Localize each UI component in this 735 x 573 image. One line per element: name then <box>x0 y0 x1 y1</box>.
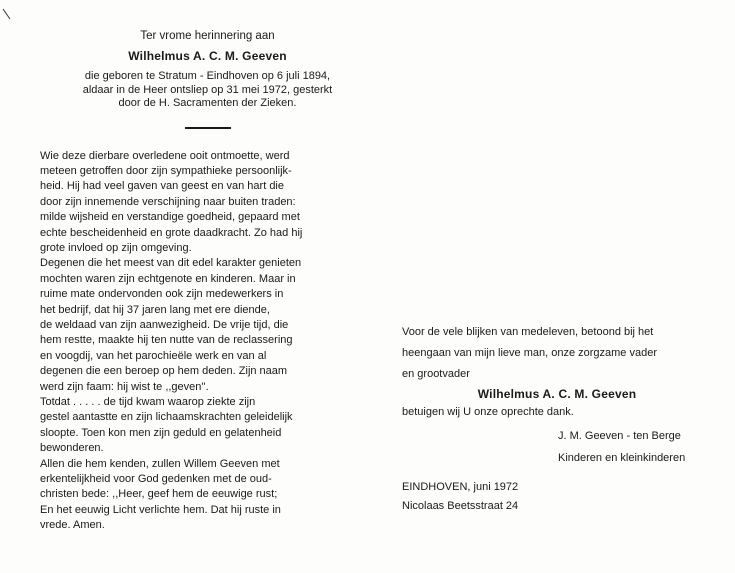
text-line: bewonderen. <box>40 442 104 455</box>
text-line: echte bescheidenheid en grote daadkracht. Zo had hij <box>40 226 303 239</box>
signatories <box>402 425 712 469</box>
memorial-text-column <box>40 28 375 534</box>
intro-line: Ter vrome herinnering aan <box>140 30 275 42</box>
paragraph-family-work <box>40 256 375 395</box>
signatory-line: J. M. Geeven - ten Berge <box>558 430 681 442</box>
life-dates-line: door de H. Sacramenten der Zieken. <box>118 97 297 109</box>
thanks-text <box>402 322 712 385</box>
text-line: christen bede: ,,Heer, geef hem de eeuwige rust; <box>40 488 278 501</box>
life-dates <box>40 70 375 111</box>
deceased-name-repeat: Wilhelmus A. C. M. Geeven <box>477 387 637 401</box>
text-line: de weldaad van zijn aanwezigheid. De vrije tijd, die <box>40 318 289 331</box>
text-line: gestel aantastte en zijn lichaamskrachten geleidelijk <box>40 411 293 424</box>
place-date: EINDHOVEN, juni 1972 <box>402 481 519 493</box>
text-line: en voogdij, van het parochieële werk en van al <box>40 349 267 362</box>
paragraph-prayer <box>40 457 375 534</box>
text-line: Totdat . . . . . de tijd kwam waarop ziekte zijn <box>40 396 256 408</box>
signatory-line: Kinderen en kleinkinderen <box>558 452 686 464</box>
text-line: En het eeuwig Licht verlichte hem. Dat hij ruste in <box>40 503 281 516</box>
text-line: grote invloed op zijn omgeving. <box>40 241 192 254</box>
text-line: vrede. Amen. <box>40 519 105 532</box>
text-line: hem restte, maakte hij ten nutte van de reclassering <box>40 334 293 347</box>
text-line: Voor de vele blijken van medeleven, betoond bij het <box>402 326 654 338</box>
text-line: degenen die een beroep op hem deden. Zijn naam <box>40 365 288 378</box>
text-line: en grootvader <box>402 368 470 380</box>
text-line: milde wijsheid en verstandige goedheid, gepaard met <box>40 211 300 224</box>
text-line: ruime mate ondervonden ook zijn medewerkers in <box>40 288 284 301</box>
text-line: sloopte. Toen kon men zijn geduld en gelatenheid <box>40 426 282 439</box>
place-and-address <box>402 478 712 516</box>
divider-rule <box>185 127 231 129</box>
paragraph-illness <box>40 395 375 457</box>
corner-mark-icon <box>2 8 12 20</box>
text-line: het bedrijf, dat hij 37 jaren lang met ere diende, <box>40 303 270 316</box>
text-line: heengaan van mijn lieve man, onze zorgzame vader <box>402 347 657 359</box>
deceased-name: Wilhelmus A. C. M. Geeven <box>128 49 287 63</box>
life-dates-line: aldaar in de Heer ontsliep op 31 mei 1972, gesterkt <box>82 83 333 96</box>
text-line: erkentelijkheid voor God gedenken met de oud- <box>40 473 272 486</box>
text-line: meteen getroffen door zijn sympathieke persoonlijk- <box>40 164 292 177</box>
text-line: werd zijn faam: hij wist te ,,geven''. <box>40 380 209 393</box>
text-line: Degenen die het meest van dit edel karakter genieten <box>40 257 302 270</box>
text-line: door zijn innemende verschijning naar buiten traden: <box>40 195 296 208</box>
street-address: Nicolaas Beetsstraat 24 <box>402 500 519 512</box>
text-line: Wie deze dierbare overledene ooit ontmoette, werd <box>40 149 290 162</box>
life-dates-line: die geboren te Stratum - Eindhoven op 6 juli 1894, <box>84 70 331 82</box>
thanks-column <box>402 322 712 516</box>
text-line: mochten waren zijn echtgenote en kinderen. Maar in <box>40 272 296 285</box>
text-line: heid. Hij had veel gaven van geest en van hart die <box>40 180 284 193</box>
paragraph-tribute <box>40 149 375 257</box>
thanks-closing: betuigen wij U onze oprechte dank. <box>402 406 574 418</box>
text-line: Allen die hem kenden, zullen Willem Geeven met <box>40 457 280 470</box>
